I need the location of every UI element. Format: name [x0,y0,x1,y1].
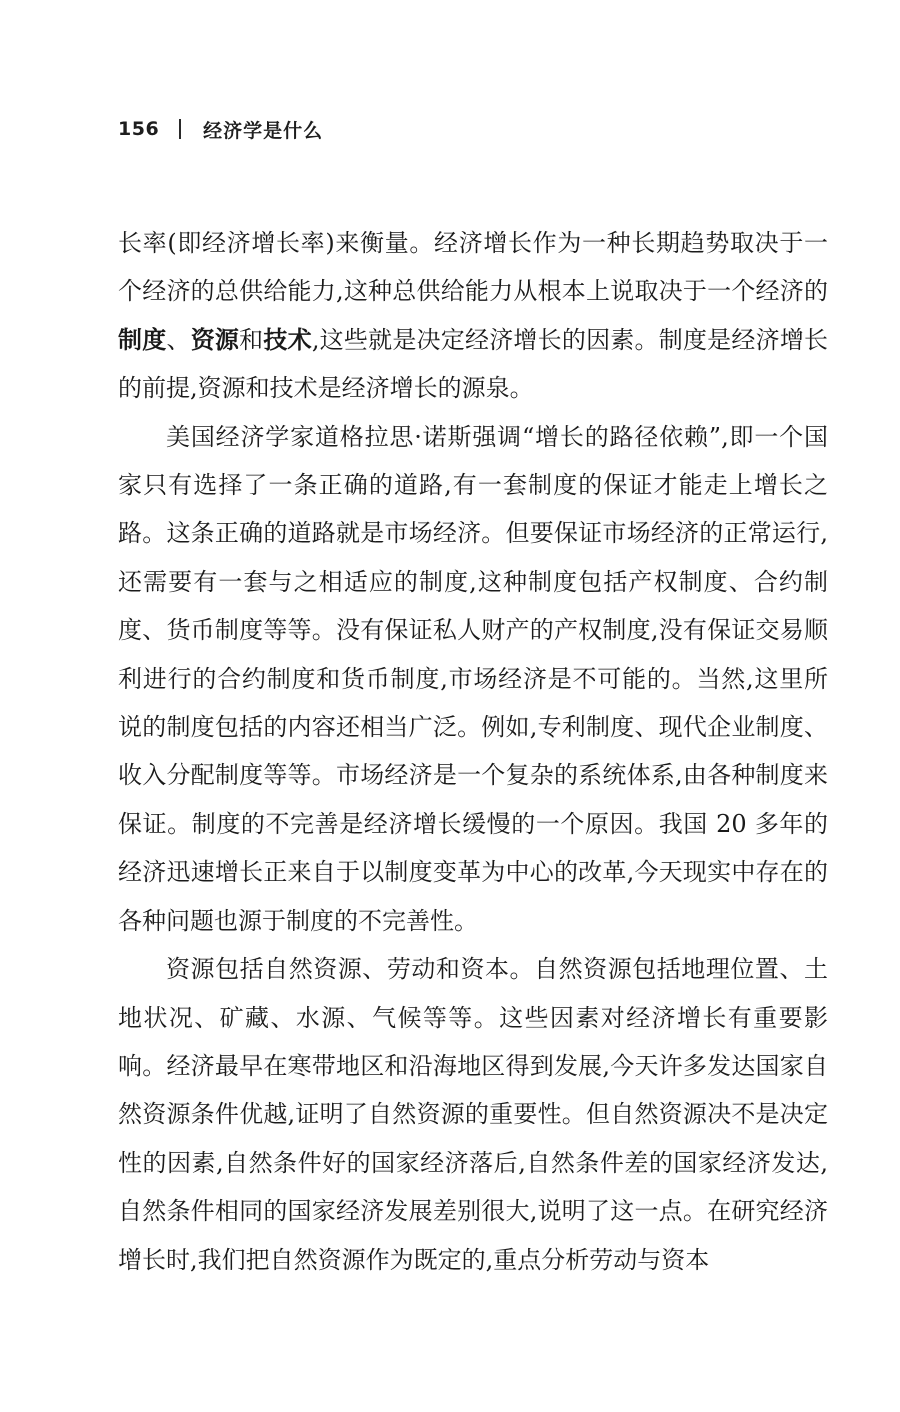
term-resources: 资源 [190,325,240,354]
body-text [118,219,828,1284]
running-header [118,114,323,144]
book-title: 经济学是什么 [203,119,324,142]
paragraph-1-text: ,这些就是决定经济增长的因素。制度是经济增长的前提,资源和技术是经济增长的源泉。 [118,325,829,403]
paragraph-3-text: 资源包括自然资源、劳动和资本。自然资源包括地理位置、土地状况、矿藏、水源、气候等等。这些因素对经济增长有重要影响。经济最早在寒带地区和沿海地区得到发展,今天许多发达国家自然资源条件优越,证明了自然资源的重要性。但自然资源决不是决定性的因素,自然条件好的国家经济落后,自然条件差的国家经济发达,自然条件相同的国家经济发展差别很大,说明了这一点。在研究经济增长时,我们把自然资源作为既定的,重点分析劳动与资本 [118,955,828,1274]
paragraph-3 [118,945,828,1284]
term-institution: 制度 [118,325,167,354]
term-technology: 技术 [263,325,312,354]
paragraph-1 [118,219,828,413]
paragraph-2 [118,413,828,945]
page-number: 156 [118,118,160,140]
paragraph-2-text: 美国经济学家道格拉思·诺斯强调“增长的路径依赖”,即一个国家只有选择了一条正确的道路,有一套制度的保证才能走上增长之路。这条正确的道路就是市场经济。但要保证市场经济的正常运行,还需要有一套与之相适应的制度,这种制度包括产权制度、合约制度、货币制度等等。没有保证私人财产的产权制度,没有保证交易顺利进行的合约制度和货币制度,市场经济是不可能的。当然,这里所说的制度包括的内容还相当广泛。例如,专利制度、现代企业制度、收入分配制度等等。市场经济是一个复杂的系统体系,由各种制度来保证。制度的不完善是经济增长缓慢的一个原因。我国 20 多年的经济迅速增长正来自于以制度变革为中心的改革,今天现实中存在的各种问题也源于制度的不完善性。 [118,422,828,935]
paragraph-1-text: 和 [239,325,264,354]
header-divider [179,119,181,139]
paragraph-1-text: 、 [166,325,191,354]
paragraph-1-text: 长率(即经济增长率)来衡量。经济增长作为一种长期趋势取决于一个经济的总供给能力,这种总供给能力从根本上说取决于一个经济的 [118,229,828,306]
